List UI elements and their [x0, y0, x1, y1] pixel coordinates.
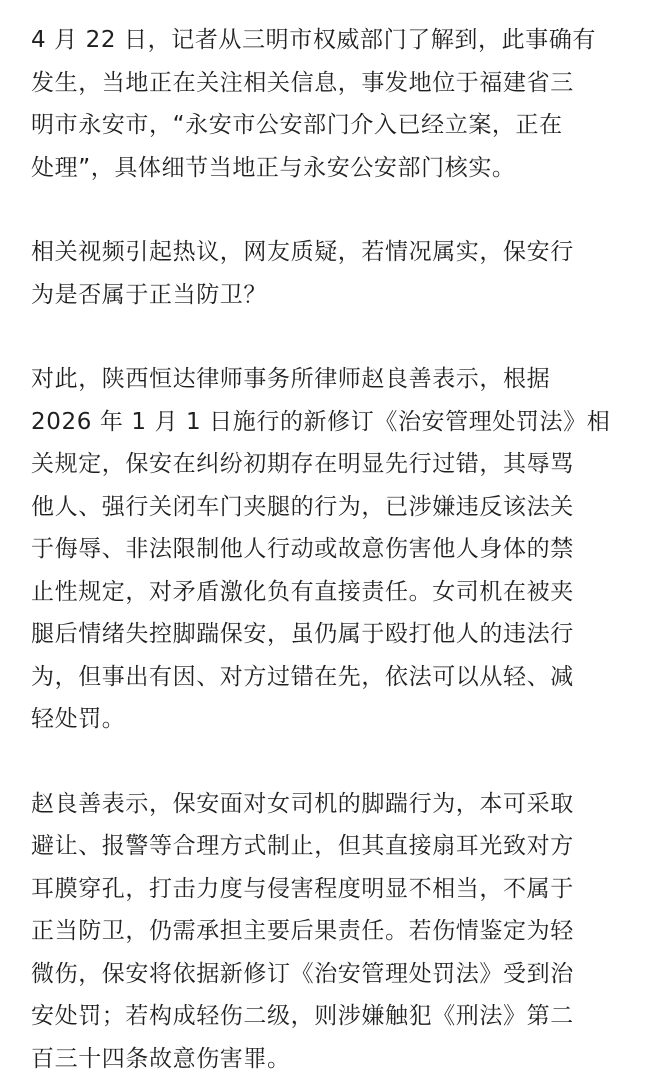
paragraph-spacer — [31, 316, 635, 358]
article-paragraph-1: 4 月 22 日，记者从三明市权威部门了解到，此事确有 发生，当地正在关注相关信息，事发地位于福建省三 明市永安市，“永安市公安部门介入已经立案，正在 处理”，具体细节当地正与永安公安部门核实。 — [31, 19, 635, 189]
article-body — [31, 19, 635, 1080]
article-paragraph-3: 对此，陕西恒达律师事务所律师赵良善表示，根据 2026 年 1 月 1 日施行的新修订《治安管理处罚法》相 关规定，保安在纠纷初期存在明显先行过错，其辱骂 他人、强行关闭车门夹腿的行为，已涉嫌违反该法关 于侮辱、非法限制他人行动或故意伤害他人身体的禁 止性规定，对矛盾激化负有直接责任。女司机在被夹 腿后情绪失控脚踹保安，虽仍属于殴打他人的违法行 为，但事出有因、对方过错在先，依法可以从轻、减 轻处罚。 — [31, 358, 635, 741]
paragraph-spacer — [31, 741, 635, 783]
article-paragraph-2: 相关视频引起热议，网友质疑，若情况属实，保安行 为是否属于正当防卫？ — [31, 231, 635, 316]
paragraph-spacer — [31, 189, 635, 231]
article-paragraph-4: 赵良善表示，保安面对女司机的脚踹行为，本可采取 避让、报警等合理方式制止，但其直接扇耳光致对方 耳膜穿孔，打击力度与侵害程度明显不相当，不属于 正当防卫，仍需承担主要后果责任。若伤情鉴定为轻 微伤，保安将依据新修订《治安管理处罚法》受到治 安处罚；若构成轻伤二级，则涉嫌触犯《刑法》第二 百三十四条故意伤害罪。 — [31, 783, 635, 1080]
